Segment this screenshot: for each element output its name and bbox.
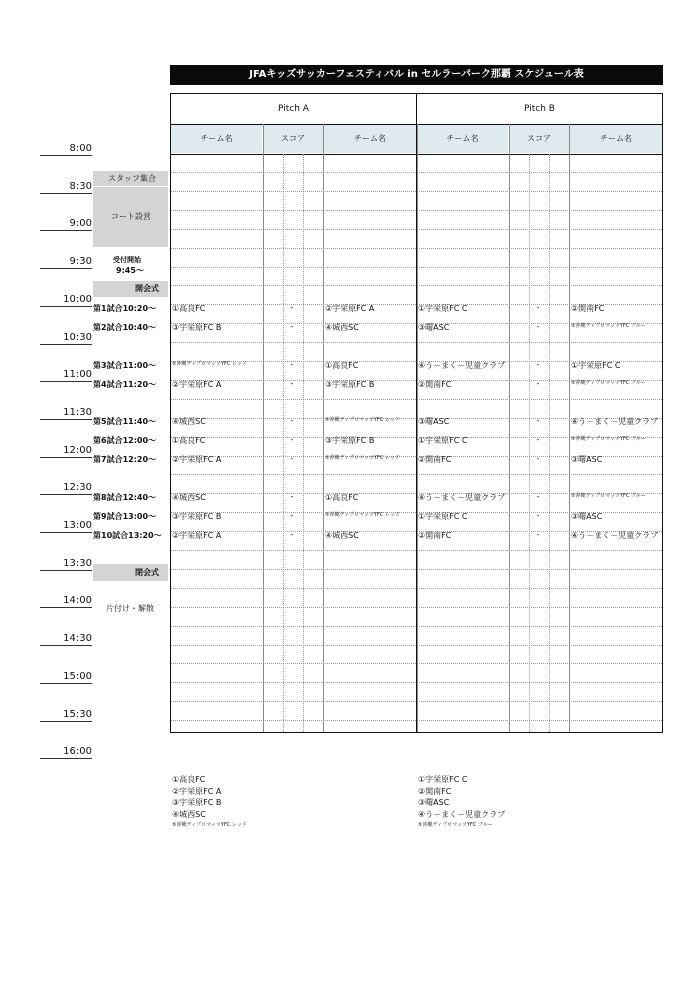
score-b: - [536,435,540,444]
team-b1: ③曙ASC [418,323,450,332]
match-label: 第10試合13:20～ [93,531,162,540]
team-a2: ⑤沖縄ディプロマッツYFC レッド [325,512,400,518]
team-b2: ④う－まく－児童クラブ [571,531,659,540]
legend-pitch-a [172,774,247,832]
score-a: - [290,416,294,425]
time-label: 13:00 [40,520,92,533]
legend-item: ③宇栄原FC B [172,798,222,807]
time-label: 13:30 [40,558,92,571]
legend-item: ③曙ASC [418,798,450,807]
team-a1: ②宇栄原FC A [172,531,222,540]
col-team-a1: チーム名 [171,125,262,153]
team-b1: ④う－まく－児童クラブ [418,361,506,370]
match-label: 第2試合10:40～ [93,323,157,332]
score-a: - [290,379,294,388]
score-b: - [536,454,540,463]
score-a: - [290,360,294,369]
team-a1: ①高良FC [172,304,206,313]
team-a2: ①高良FC [325,493,359,502]
team-a2: ⑤沖縄ディプロマッツYFC レッド [325,417,400,423]
match-label: 第3試合11:00～ [93,361,157,370]
score-b: - [536,511,540,520]
score-a: - [290,511,294,520]
team-a1: ⑤沖縄ディプロマッツYFC レッド [172,361,247,367]
legend-item: ④城西SC [172,809,206,819]
legend-item: ⑤沖縄ディプロマッツYFC レッド [172,822,247,828]
team-b1: ①宇栄原FC C [418,304,468,313]
time-label: 8:30 [40,181,92,194]
time-label: 11:00 [40,369,92,382]
team-b2: ⑤沖縄ディプロマッツYFC ブルー [571,380,646,386]
legend-item: ⑤沖縄ディプロマッツYFC ブルー [418,822,493,828]
pitch-a-label: Pitch A [278,104,309,114]
col-score-b: スコア [509,125,569,153]
team-b2: ②開南FC [571,304,605,313]
closing-ceremony-label: 閉会式 [135,568,159,577]
team-b2: ⑤沖縄ディプロマッツYFC ブルー [571,323,646,329]
team-b2: ⑤沖縄ディプロマッツYFC ブルー [571,436,646,442]
match-label: 第4試合11:20～ [93,380,157,389]
score-b: - [536,322,540,331]
team-a2: ②宇栄原FC A [325,304,375,313]
col-score-a: スコア [263,125,323,153]
time-label: 15:00 [40,671,92,684]
team-b2: ④う－まく－児童クラブ [571,417,659,426]
col-team-b1: チーム名 [417,125,508,153]
score-a: - [290,492,294,501]
team-a2: ⑤沖縄ディプロマッツYFC レッド [325,455,400,461]
team-b1: ③曙ASC [418,417,450,426]
time-label: 10:00 [40,294,92,307]
team-a1: ④城西SC [172,493,206,502]
score-a: - [290,303,294,312]
score-b: - [536,492,540,501]
col-team-a2: チーム名 [324,125,416,153]
legend-item: ①宇栄原FC C [418,775,468,784]
team-b2: ③曙ASC [571,455,603,464]
match-label: 第7試合12:20～ [93,455,157,464]
team-a1: ④城西SC [172,417,206,426]
time-label: 8:00 [40,143,92,156]
team-b2: ③曙ASC [571,512,603,521]
team-b1: ①宇栄原FC C [418,436,468,445]
time-label: 10:30 [40,332,92,345]
team-a2: ④城西SC [325,323,359,332]
legend-item: ④う－まく－児童クラブ [418,809,506,819]
team-a1: ③宇栄原FC B [172,512,222,521]
page-title: JFAキッズサッカーフェスティバル in セルラーパーク那覇 スケジュール表 [170,65,663,85]
time-label: 15:30 [40,709,92,722]
match-label: 第9試合13:00～ [93,512,157,521]
court-setup-label: コート設営 [111,212,151,221]
reception-time: 9:45～ [116,266,144,275]
pitch-b-label: Pitch B [524,104,555,114]
cleanup-label: 片付け・解散 [106,604,154,613]
score-a: - [290,530,294,539]
time-label: 9:00 [40,218,92,231]
team-b1: ②開南FC [418,531,452,540]
staff-assembly-label: スタッフ集合 [108,174,156,183]
schedule-grid [170,93,663,733]
legend-item: ②宇栄原FC A [172,786,222,796]
legend-pitch-b [418,774,505,832]
score-b: - [536,416,540,425]
team-a1: ①高良FC [172,436,206,445]
score-b: - [536,360,540,369]
score-b: - [536,530,540,539]
time-label: 14:30 [40,633,92,646]
team-a2: ①高良FC [325,361,359,370]
team-a1: ③宇栄原FC B [172,323,222,332]
team-a2: ③宇栄原FC B [325,380,375,389]
team-b1: ②開南FC [418,380,452,389]
col-team-b2: チーム名 [570,125,662,153]
team-b1: ④う－まく－児童クラブ [418,493,506,502]
time-label: 9:30 [40,256,92,269]
team-b2: ①宇栄原FC C [571,361,621,370]
legend-item: ②開南FC [418,786,452,796]
score-a: - [290,322,294,331]
score-b: - [536,379,540,388]
legend-item: ①高良FC [172,775,206,784]
team-b2: ⑤沖縄ディプロマッツYFC ブルー [571,493,646,499]
match-label: 第6試合12:00～ [93,436,157,445]
reception-label: 受付開始 [113,256,141,264]
time-label: 12:00 [40,445,92,458]
time-label: 16:00 [40,746,92,759]
team-a2: ③宇栄原FC B [325,436,375,445]
score-a: - [290,454,294,463]
score-b: - [536,303,540,312]
match-label: 第8試合12:40～ [93,493,157,502]
score-a: - [290,435,294,444]
team-a1: ②宇栄原FC A [172,455,222,464]
match-label: 第1試合10:20～ [93,304,157,313]
match-label: 第5試合11:40～ [93,417,157,426]
opening-ceremony-label: 開会式 [135,284,159,293]
team-b1: ①宇栄原FC C [418,512,468,521]
time-label: 11:30 [40,407,92,420]
team-a1: ②宇栄原FC A [172,380,222,389]
team-b1: ②開南FC [418,455,452,464]
team-a2: ④城西SC [325,531,359,540]
time-label: 12:30 [40,482,92,495]
time-label: 14:00 [40,595,92,608]
